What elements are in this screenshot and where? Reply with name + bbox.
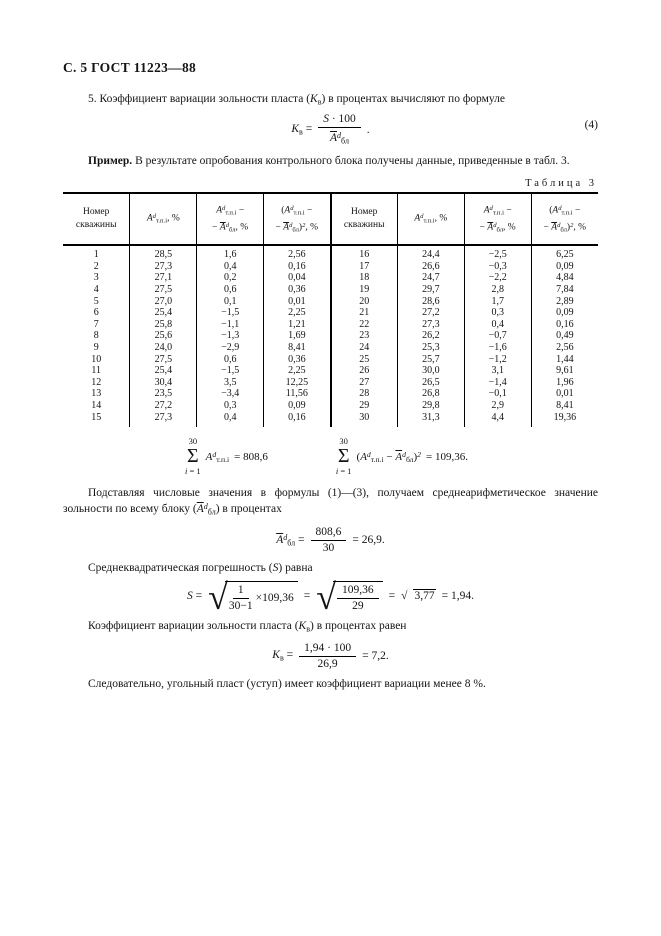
table-cell: 2,56 bbox=[531, 342, 598, 354]
table-cell: 22 bbox=[331, 319, 398, 331]
table-cell: 2 bbox=[93, 260, 99, 272]
table-cell: 24,4 bbox=[397, 245, 464, 261]
table-cell: 1,7 bbox=[464, 296, 531, 308]
table-cell: 18 bbox=[331, 272, 398, 284]
table-cell: 3,1 bbox=[464, 365, 531, 377]
table-row bbox=[63, 388, 598, 400]
table-cell: 2,56 bbox=[264, 245, 331, 261]
sigma-notation: 30 Σ i = 1 bbox=[335, 436, 352, 477]
table-cell: 2,9 bbox=[464, 400, 531, 412]
table-cell: 29,7 bbox=[397, 284, 464, 296]
table-cell: 27,2 bbox=[130, 400, 197, 412]
table-body bbox=[63, 245, 598, 427]
table-row bbox=[63, 400, 598, 412]
table-cell: 27,3 bbox=[130, 412, 197, 428]
paragraph-5: 5. Коэффициент вариации зольности пласта (Kв) в процентах вычисляют по формуле bbox=[88, 93, 505, 107]
table-cell: 1 bbox=[93, 249, 99, 261]
table-cell: 1,69 bbox=[264, 330, 331, 342]
table-cell: 30 bbox=[331, 412, 398, 428]
table-row bbox=[63, 365, 598, 377]
table-cell: 27,3 bbox=[397, 319, 464, 331]
table-cell: 23 bbox=[331, 330, 398, 342]
table-cell: −2,9 bbox=[197, 342, 264, 354]
table-cell: 0,3 bbox=[197, 400, 264, 412]
formula-4: Kв = $\frac{S \cdot 100}{\overline{A}^dбл}$ . bbox=[291, 113, 370, 146]
table-cell: 15 bbox=[91, 411, 102, 423]
table-cell: 1,44 bbox=[531, 354, 598, 366]
table-cell: 0,6 bbox=[197, 284, 264, 296]
table-head bbox=[63, 193, 598, 246]
table-cell: 27,1 bbox=[130, 272, 197, 284]
fraction: $\frac{1,94 \cdot 100}{26,9}$ bbox=[299, 642, 356, 671]
page-header: С. 5 ГОСТ 11223—88 bbox=[63, 60, 197, 75]
table-cell: 0,16 bbox=[264, 261, 331, 273]
table-cell: 7,84 bbox=[531, 284, 598, 296]
table-cell: 0,36 bbox=[264, 284, 331, 296]
table-cell: 27,0 bbox=[130, 296, 197, 308]
table-row bbox=[63, 272, 598, 284]
table-cell: 4 bbox=[93, 284, 99, 296]
table-cell: 25,7 bbox=[397, 354, 464, 366]
table-row bbox=[63, 330, 598, 342]
s-symbol: S bbox=[272, 561, 279, 574]
formula-4-label: (4) bbox=[584, 119, 598, 132]
table-cell: 8 bbox=[93, 330, 99, 342]
radical-icon: √ bbox=[316, 576, 337, 617]
radical-icon: √ bbox=[208, 576, 228, 617]
table-cell: −3,4 bbox=[197, 388, 264, 400]
table-cell: 0,16 bbox=[531, 319, 598, 331]
table-cell: 26,8 bbox=[397, 388, 464, 400]
table-cell: −1,6 bbox=[464, 342, 531, 354]
column-header-diff-right: $A^dт.п.i$ − − $\overline{A}^dбл$, % bbox=[464, 193, 531, 246]
square-root bbox=[316, 576, 382, 617]
table-cell: 1,96 bbox=[531, 377, 598, 389]
sum-squared-deviations: 30 Σ i = 1 $(A^dт.п.i - \overline{A}^dбл)^2$ = 109,36. bbox=[335, 436, 468, 477]
table-row bbox=[63, 354, 598, 366]
table-cell: 25,4 bbox=[130, 365, 197, 377]
table-cell: 0,4 bbox=[464, 319, 531, 331]
table-cell: 25,4 bbox=[130, 307, 197, 319]
table-cell: 26,5 bbox=[397, 377, 464, 389]
sigma-notation: 30 Σ i = 1 bbox=[185, 436, 201, 477]
table-cell: 6,25 bbox=[531, 245, 598, 261]
table-cell: 13 bbox=[91, 388, 102, 400]
fraction: $\frac{S \cdot 100}{\overline{A}^dбл}$ bbox=[318, 113, 361, 147]
table-cell: 4,84 bbox=[531, 272, 598, 284]
table-3 bbox=[63, 192, 598, 428]
table-cell: 0,09 bbox=[531, 307, 598, 319]
abl-symbol: $\overline{A}^dбл$ bbox=[196, 502, 216, 517]
table-row bbox=[63, 245, 598, 261]
table-cell: −0,1 bbox=[464, 388, 531, 400]
table-cell: 9,61 bbox=[531, 365, 598, 377]
kv-symbol: Kв bbox=[310, 93, 322, 107]
table-cell: 0,6 bbox=[197, 354, 264, 366]
sum-total-ash: 30 Σ i = 1 $A^dт.п.i$ = 808,6 bbox=[185, 436, 268, 477]
table-cell: 0,09 bbox=[264, 400, 331, 412]
table-cell: 29,8 bbox=[397, 400, 464, 412]
fraction: $\frac{109,36}{29}$ bbox=[337, 584, 379, 613]
table-cell: 23,5 bbox=[130, 388, 197, 400]
table-cell: −0,7 bbox=[464, 330, 531, 342]
table-cell: 19,36 bbox=[531, 412, 598, 428]
kv-paragraph: Коэффициент вариации зольности пласта (Kв) в процентах равен bbox=[88, 619, 407, 633]
sigma-icon: Σ bbox=[187, 445, 199, 468]
table-cell: 5 bbox=[93, 295, 99, 307]
table-cell: 3,5 bbox=[197, 377, 264, 389]
table-cell: 21 bbox=[331, 307, 398, 319]
column-header-well-right: Номер скважины bbox=[331, 193, 398, 246]
column-header-ash-left: $A^dт.п.i$, % bbox=[130, 193, 197, 246]
table-cell: 2,25 bbox=[264, 307, 331, 319]
table-row bbox=[63, 342, 598, 354]
table-cell: −1,3 bbox=[197, 330, 264, 342]
sums-row bbox=[185, 436, 598, 477]
table-cell: 1,6 bbox=[197, 245, 264, 261]
table-row bbox=[63, 261, 598, 273]
sigma-icon: Σ bbox=[337, 445, 350, 468]
table-cell: 11 bbox=[91, 365, 101, 377]
table-cell: 24,7 bbox=[397, 272, 464, 284]
table-cell: 28,5 bbox=[130, 245, 197, 261]
table-cell: 12,25 bbox=[264, 377, 331, 389]
table-cell: 0,1 bbox=[197, 296, 264, 308]
column-header-well-left: Номер скважины bbox=[63, 193, 130, 246]
table-cell: 1,21 bbox=[264, 319, 331, 331]
table-cell: 27,2 bbox=[397, 307, 464, 319]
column-header-squared-right: ($A^dт.п.i$ − − $\overline{A}^dбл)^2$, % bbox=[531, 193, 598, 246]
table-cell: 3 bbox=[93, 272, 99, 284]
table-cell: −1,4 bbox=[464, 377, 531, 389]
table-cell: 24,0 bbox=[130, 342, 197, 354]
table-cell: 19 bbox=[331, 284, 398, 296]
table-cell: 20 bbox=[331, 296, 398, 308]
table-cell: 26,2 bbox=[397, 330, 464, 342]
table-cell: 16 bbox=[331, 245, 398, 261]
table-cell: 0,3 bbox=[464, 307, 531, 319]
table-cell: 0,09 bbox=[531, 261, 598, 273]
table-row bbox=[63, 284, 598, 296]
table-cell: 12 bbox=[91, 376, 102, 388]
table-cell: 24 bbox=[331, 342, 398, 354]
table-cell: −1,5 bbox=[197, 365, 264, 377]
table-cell: −1,5 bbox=[197, 307, 264, 319]
column-header-diff-left: $A^dт.п.i$ − − $\overline{A}^dбл$, % bbox=[197, 193, 264, 246]
table-row bbox=[63, 377, 598, 389]
formula-kv: Kв = $\frac{1,94 \cdot 100}{26,9}$ = 7,2. bbox=[272, 641, 389, 670]
table-cell: 25,6 bbox=[130, 330, 197, 342]
table-cell: 0,4 bbox=[197, 261, 264, 273]
table-cell: 0,01 bbox=[531, 388, 598, 400]
table-cell: 10 bbox=[91, 353, 102, 365]
table-cell: 4,4 bbox=[464, 412, 531, 428]
column-header-squared-left: ($A^dт.п.i$ − − $\overline{A}^dбл)^2$, % bbox=[264, 193, 331, 246]
fraction: $\frac{808,6}{30}$ bbox=[311, 526, 347, 555]
fraction: $\frac{1}{30-1}$ bbox=[228, 583, 253, 612]
table-cell: 26,6 bbox=[397, 261, 464, 273]
table-cell: 11,56 bbox=[264, 388, 331, 400]
radical-icon: √ bbox=[401, 590, 408, 603]
table-cell: 30,0 bbox=[397, 365, 464, 377]
table-cell: 26 bbox=[331, 365, 398, 377]
table-cell: 27,3 bbox=[130, 261, 197, 273]
table-row bbox=[63, 319, 598, 331]
table-cell: −1,1 bbox=[197, 319, 264, 331]
table-cell: 25,8 bbox=[130, 319, 197, 331]
table-row bbox=[63, 307, 598, 319]
table-cell: 0,16 bbox=[264, 412, 331, 428]
table-cell: 0,04 bbox=[264, 272, 331, 284]
table-cell: 0,36 bbox=[264, 354, 331, 366]
table-cell: 2,89 bbox=[531, 296, 598, 308]
table-cell: 6 bbox=[93, 307, 99, 319]
conclusion-paragraph: Следовательно, угольный пласт (уступ) имеет коэффициент вариации менее 8 %. bbox=[88, 677, 486, 690]
table-cell: 29 bbox=[331, 400, 398, 412]
formula-4-block bbox=[63, 113, 598, 147]
column-header-ash-right: $A^dт.п.i$, % bbox=[397, 193, 464, 246]
table-cell: −1,2 bbox=[464, 354, 531, 366]
std-error-paragraph: Среднеквадратическая погрешность (S) равна bbox=[88, 561, 313, 574]
table-cell: 2,8 bbox=[464, 284, 531, 296]
table-row bbox=[63, 296, 598, 308]
table-cell: 17 bbox=[331, 261, 398, 273]
table-cell: 27,5 bbox=[130, 284, 197, 296]
formula-std-error: S = √ $\frac{1}{30-1}$ ×109,36 = √ $\frac{109,36}{29}$ = √ 3,77 = 1,94. bbox=[187, 576, 474, 617]
table-cell: 28 bbox=[331, 388, 398, 400]
table-row bbox=[63, 412, 598, 428]
table-cell: 2,25 bbox=[264, 365, 331, 377]
substitute-paragraph: Подставляя числовые значения в формулы (1)—(3), получаем среднеарифметическое значение зольности по всему блоку $(\overline{A}^dбл)$ в процентах bbox=[63, 487, 598, 517]
table-cell: 25,3 bbox=[397, 342, 464, 354]
kv-symbol: Kв bbox=[298, 619, 311, 633]
table-cell: 8,41 bbox=[264, 342, 331, 354]
table-caption: Таблица 3 bbox=[525, 177, 597, 189]
table-cell: 28,6 bbox=[397, 296, 464, 308]
table-cell: 27,5 bbox=[130, 354, 197, 366]
table-header-row bbox=[63, 193, 598, 246]
table-cell: −0,3 bbox=[464, 261, 531, 273]
table-cell: 25 bbox=[331, 354, 398, 366]
table-cell: 0,01 bbox=[264, 296, 331, 308]
table-cell: 30,4 bbox=[130, 377, 197, 389]
table-cell: 0,4 bbox=[197, 412, 264, 428]
table-cell: 7 bbox=[93, 318, 99, 330]
formula-average-ash: $\overline{A}^dбл$ = $\frac{808,6}{30}$ = 26,9. bbox=[276, 525, 385, 554]
square-root: √ $\frac{1}{30-1}$ ×109,36 bbox=[208, 581, 298, 613]
table-cell: −2,2 bbox=[464, 272, 531, 284]
table-cell: 14 bbox=[91, 400, 102, 412]
table-cell: 0,49 bbox=[531, 330, 598, 342]
table-cell: 0,2 bbox=[197, 272, 264, 284]
table-cell: 8,41 bbox=[531, 400, 598, 412]
table-cell: 9 bbox=[93, 342, 99, 354]
table-cell: 27 bbox=[331, 377, 398, 389]
example-paragraph: Пример. В результате опробования контрольного блока получены данные, приведенные в табл. 3. bbox=[88, 154, 570, 167]
table-cell: 31,3 bbox=[397, 412, 464, 428]
table-cell: −2,5 bbox=[464, 245, 531, 261]
